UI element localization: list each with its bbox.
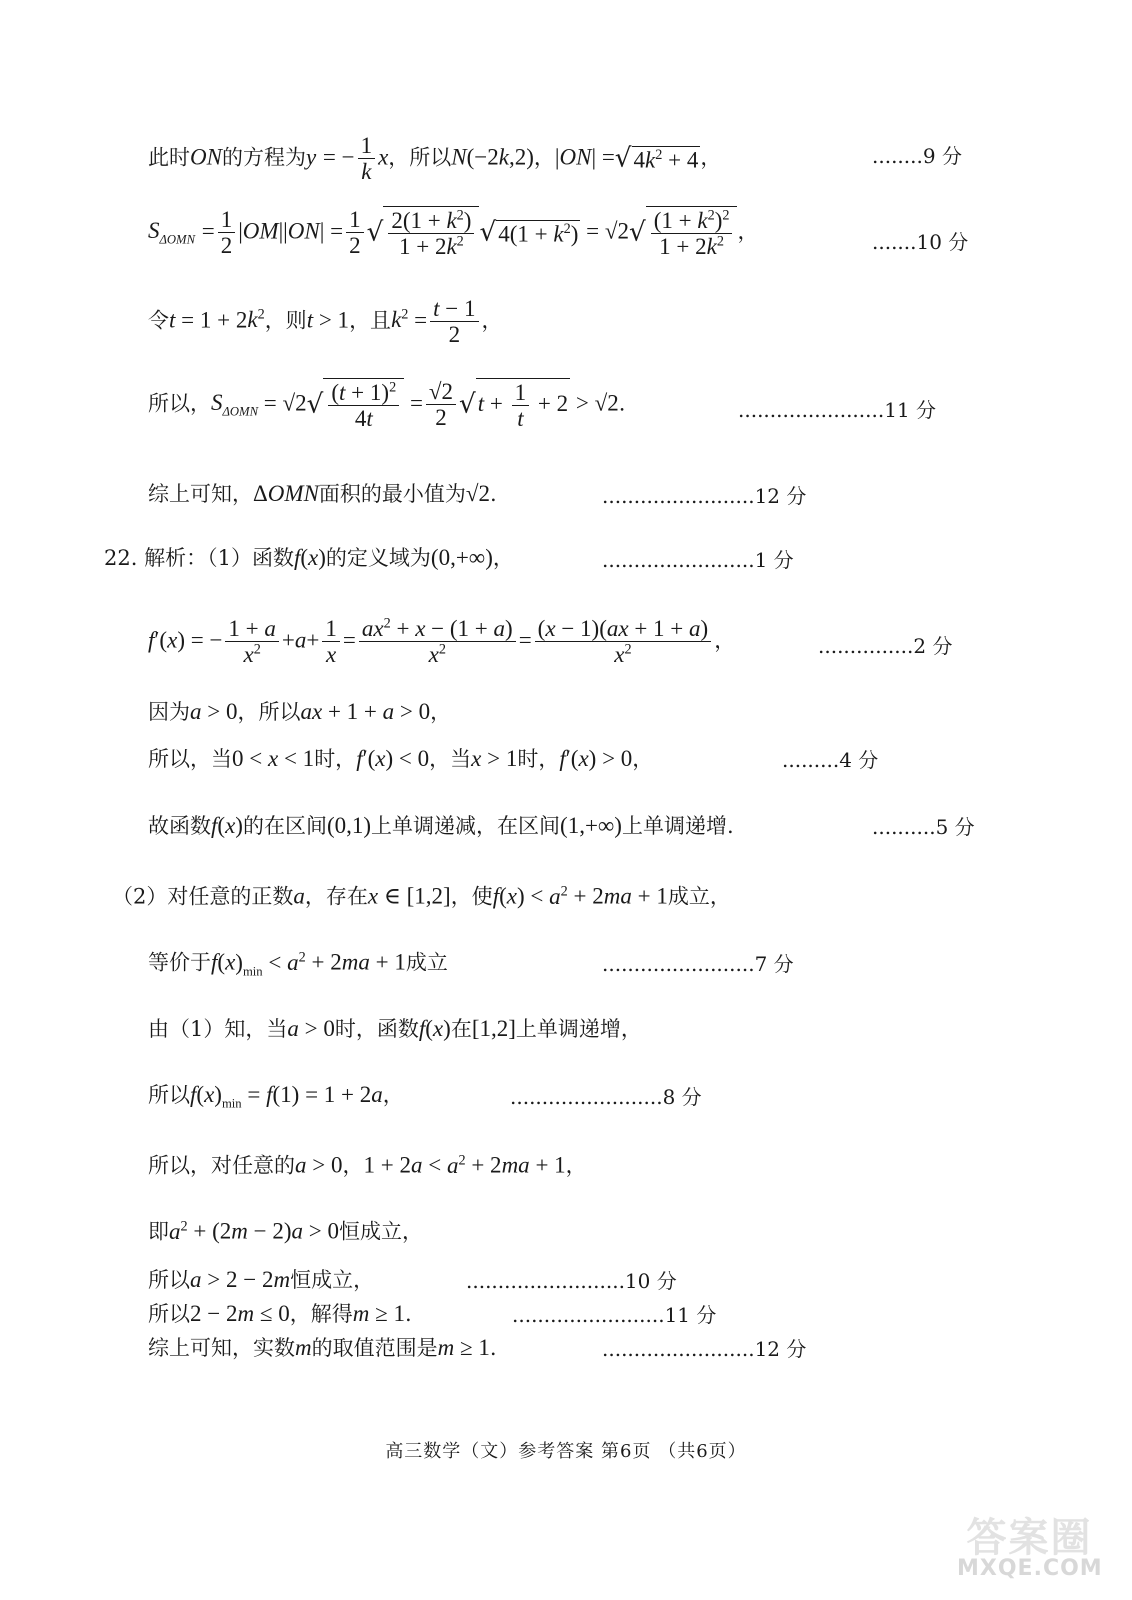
solution-line: 故函数f(x)的在区间(0,1)上单调递减，在区间(1,+∞)上单调递增. — [148, 813, 734, 838]
score-mark: ..........5 分 — [872, 815, 975, 839]
score-mark: ........................12 分 — [602, 1337, 807, 1361]
solution-line: 因为a > 0，所以ax + 1 + a > 0， — [148, 699, 452, 724]
solution-line: 综上可知，ΔOMN面积的最小值为√2. — [148, 481, 497, 506]
question-22-line: 22. 解析：（1）函数f(x)的定义域为(0,+∞)， — [104, 545, 514, 570]
part-2-line: （2）对任意的正数a，存在x ∈ [1,2]，使$f(x) < a^2 + 2ma + 1$成立， — [112, 883, 731, 909]
solution-line: 所以$f(x)_{min} = f(1) = 1 + 2a$， — [148, 1082, 404, 1111]
solution-line: f′(x) = − $\frac{1 + a}{x^2}$ +a+ $\frac{1}{x}$ = $\frac{ax^2 + x - (1 + a)}{x^2}$ = $\frac{(x - 1)(ax + 1 + a)}{x^2}$ ， — [148, 615, 736, 668]
score-mark: ........................1 分 — [602, 548, 794, 572]
watermark-url: MXQE.COM — [957, 1556, 1103, 1581]
score-mark: ........................11 分 — [512, 1303, 717, 1327]
solution-line: 由（1）知，当a > 0时，函数f(x)在[1,2]上单调递增， — [148, 1016, 642, 1041]
watermark-logo — [957, 1506, 1102, 1586]
score-mark: .......10 分 — [872, 230, 969, 254]
solution-line: 即$a^2 + (2m - 2)a > 0$恒成立， — [148, 1218, 424, 1244]
score-mark: ........9 分 — [872, 144, 962, 168]
watermark-text: 答案圈 — [966, 1515, 1093, 1561]
page-footer: 高三数学（文）参考答案 第6页 （共6页） — [385, 1441, 747, 1462]
score-mark: ........................7 分 — [602, 952, 794, 976]
solution-line: 所以a > 2 − 2m恒成立， — [148, 1267, 375, 1292]
score-mark: ........................12 分 — [602, 484, 807, 508]
solution-line: 等价于$f(x)_{min} < a^2 + 2ma + 1$成立 — [148, 949, 448, 979]
score-mark: .........4 分 — [782, 748, 879, 772]
solution-line: 所以，当0 < x < 1时，f′(x) < 0，当x > 1时，f′(x) > 0， — [148, 746, 654, 771]
solution-line: $S_{\Delta OMN}$ = $\frac{1}{2}$ |OM||ON| = $\frac{1}{2}$ √ $\frac{2(1 + k^2)}{1 + 2k^2}$ $√4(1 + k^2) = √2√$ $\frac{(1 + k^2)^2}{1 + 2k^2}$ ， — [148, 207, 759, 260]
solution-line: 所以2 − 2m ≤ 0，解得m ≥ 1. — [148, 1301, 412, 1326]
score-mark: ...............2 分 — [818, 634, 953, 658]
solution-line: 令$t = 1 + 2k^2$，则t > 1，且$k^2$ = $\frac{t - 1}{2}$ ， — [148, 296, 503, 348]
solution-line: 此时ON的方程为y = − $\frac{1}{k}$ x，所以N(−2k,2)，$|ON| =√4k^2 + 4$， — [148, 133, 722, 185]
solution-line: 所以，$S_{\Delta OMN} = √2√$ $\frac{(t + 1)^2}{4t}$ = $\frac{√2}{2}$ √t + $\frac{1}{t}$ + 2 > √2. — [148, 379, 626, 432]
solution-line: 综上可知，实数m的取值范围是m ≥ 1. — [148, 1335, 497, 1360]
score-mark: .......................11 分 — [738, 398, 937, 422]
score-mark: ........................8 分 — [510, 1085, 702, 1109]
score-mark: .........................10 分 — [466, 1269, 677, 1293]
solution-line: 所以，对任意的a > 0，$1 + 2a < a^2 + 2ma + 1$， — [148, 1152, 587, 1178]
